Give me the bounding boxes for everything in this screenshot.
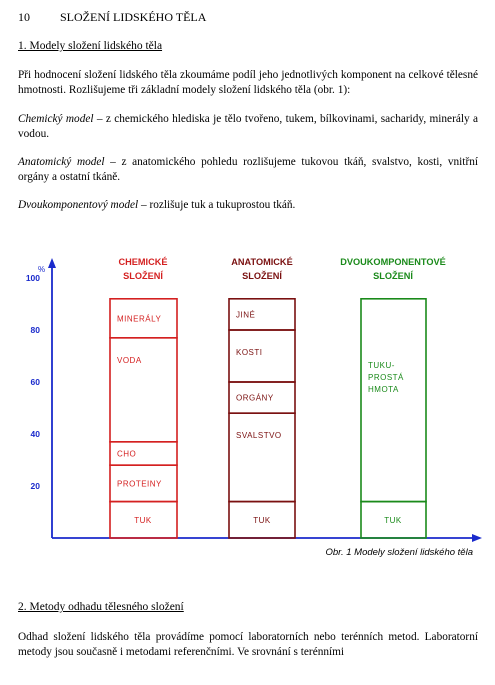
chapter-number: 10: [18, 10, 30, 24]
x-axis-arrow-icon: [472, 534, 482, 542]
column-subtitle: SLOŽENÍ: [242, 271, 282, 281]
y-tick-label: 60: [30, 377, 40, 387]
segment-label: CHO: [117, 449, 137, 459]
column-two_component: [340, 256, 446, 538]
column-subtitle: SLOŽENÍ: [373, 271, 413, 281]
model-paragraph-anatomical: [18, 155, 478, 184]
model-term: Chemický model: [18, 113, 94, 125]
chapter-title: SLOŽENÍ LIDSKÉHO TĚLA: [60, 10, 207, 24]
segment-label: ORGÁNY: [236, 393, 274, 403]
segment-label: TUKU-: [368, 360, 395, 370]
y-tick-label: 100: [25, 273, 40, 283]
segment-label: PROTEINY: [117, 479, 162, 489]
intro-paragraph: Při hodnocení složení lidského těla zkoumáme podíl jeho jednotlivých komponent na celkové tělesné hmotnosti. Rozlišujeme tři základní modely složení lidského těla (obr. 1):: [18, 69, 478, 96]
segment-label: MINERÁLY: [117, 314, 162, 324]
column-chemical: [110, 256, 177, 538]
y-tick-label: 80: [30, 325, 40, 335]
figure-caption: Obr. 1 Modely složení lidského těla: [325, 547, 473, 558]
body-composition-figure: [0, 248, 495, 566]
y-tick-label: 40: [30, 429, 40, 439]
segment-label: HMOTA: [368, 384, 399, 394]
y-axis-arrow-icon: [48, 258, 56, 268]
y-axis-unit: %: [38, 265, 46, 274]
model-description: – z chemického hlediska je tělo tvořeno, tukem, bílkovinami, sacharidy, minerály a vodou.: [18, 113, 478, 140]
segment-bar: [361, 299, 426, 502]
segment-label: SVALSTVO: [236, 431, 282, 441]
segment-bar: [229, 413, 295, 501]
y-tick-label: 20: [30, 481, 40, 491]
segment-label: TUK: [253, 515, 271, 525]
column-title: CHEMICKÉ: [118, 257, 168, 267]
chapter-header: [18, 10, 206, 25]
column-subtitle: SLOŽENÍ: [123, 271, 163, 281]
model-paragraph-two-component: [18, 198, 478, 213]
segment-label: KOSTI: [236, 348, 263, 357]
model-paragraph-chemical: [18, 112, 478, 141]
segment-label: PROSTÁ: [368, 372, 404, 382]
model-term: Dvoukomponentový model: [18, 199, 139, 211]
column-title: DVOUKOMPONENTOVÉ: [340, 257, 446, 267]
section-heading-models: 1. Modely složení lidského těla: [18, 40, 163, 52]
model-term: Anatomický model: [18, 156, 105, 168]
model-description: – z anatomického pohledu rozlišujeme tukovou tkáň, svalstvo, kosti, vnitřní orgány a ostatní tkáně.: [18, 156, 478, 183]
methods-paragraph: Odhad složení lidského těla provádíme pomocí laboratorních nebo terénních metod. Laboratorní metody jsou současně i metodami referenčními. Ve srovnání s terénními: [18, 631, 478, 658]
segment-label: TUK: [384, 515, 402, 525]
segment-bar: [110, 338, 177, 442]
segment-label: JINÉ: [236, 310, 256, 320]
segment-label: VODA: [117, 355, 142, 365]
section-heading-methods: 2. Metody odhadu tělesného složení: [18, 601, 184, 613]
column-anatomical: [229, 256, 295, 538]
column-title: ANATOMICKÉ: [231, 257, 293, 267]
segment-label: TUK: [134, 515, 152, 525]
model-description: – rozlišuje tuk a tukuprostou tkáň.: [138, 199, 296, 211]
